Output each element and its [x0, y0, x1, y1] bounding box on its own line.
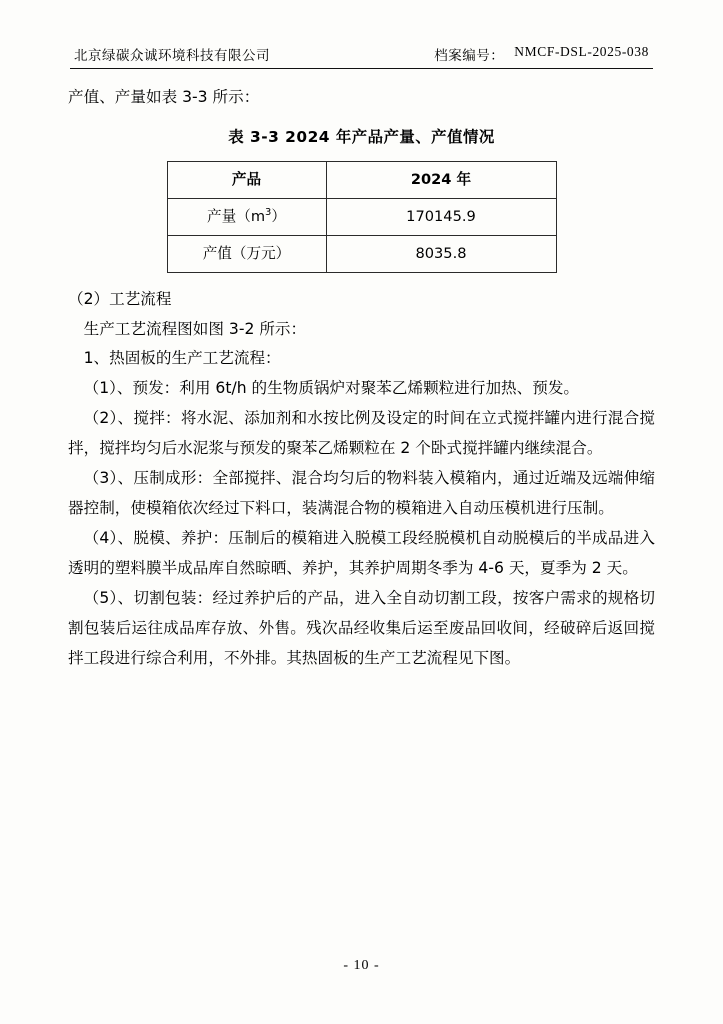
intro-paragraph: 产值、产量如表 3-3 所示： — [68, 88, 260, 106]
production-table — [167, 161, 557, 273]
header-code-value: NMCF-DSL-2025-038 — [514, 44, 649, 59]
page-header — [68, 44, 655, 68]
section-title: （2）工艺流程 — [68, 289, 172, 308]
paragraph-flowchart-ref: 生产工艺流程图如图 3-2 所示： — [83, 319, 307, 338]
paragraph-step-1: （1）、预发：利用 6t/h 的生物质锅炉对聚苯乙烯颗粒进行加热、预发。 — [83, 379, 580, 398]
header-divider — [70, 68, 653, 69]
paragraph-step-4: （4）、脱模、养护：压制后的模箱进入脱模工段经脱模机自动脱模后的半成品进入透明的塑料膜半成品库自然晾晒、养护，其养护周期冬季为 4-6 天，夏季为 2 天。 — [68, 529, 655, 577]
table-header-row — [167, 161, 556, 198]
paragraph-process-list-title: 1、热固板的生产工艺流程： — [83, 349, 281, 368]
table-header-product: 产品 — [167, 161, 326, 198]
table-cell-label: 产量$(m^3)$ — [167, 198, 326, 235]
table-caption: 表 3-3 2024 年产品产量、产值情况 — [228, 127, 495, 146]
table-row — [167, 198, 556, 235]
paragraph-step-5: （5）、切割包装：经过养护后的产品，进入全自动切割工段，按客户需求的规格切割包装后运往成品库存放、外售。残次品经收集后运至废品回收间，经破碎后返回搅拌工段进行综合利用，不外排。其热固板的生产工艺流程见下图。 — [68, 588, 655, 667]
table-cell-label: 产值（万元） — [167, 235, 326, 272]
paragraph-step-2: （2）、搅拌：将水泥、添加剂和水按比例及设定的时间在立式搅拌罐内进行混合搅拌，搅拌均匀后水泥浆与预发的聚苯乙烯颗粒在 2 个卧式搅拌罐内继续混合。 — [68, 409, 655, 458]
header-code-label: 档案编号： — [434, 48, 505, 64]
paragraph-step-3: （3）、压制成形：全部搅拌、混合均匀后的物料装入模箱内，通过近端及远端伸缩器控制，使模箱依次经过下料口，装满混合物的模箱进入自动压模机进行压制。 — [68, 469, 655, 518]
table-cell-value: 170145.9 — [326, 198, 556, 235]
table-header-year: 2024 年 — [326, 161, 556, 198]
table-cell-value: 8035.8 — [326, 235, 556, 272]
header-company-name: 北京绿碳众诚环境科技有限公司 — [74, 48, 270, 64]
page-number: - 10 - — [343, 958, 380, 973]
document-body — [68, 83, 655, 674]
header-archive-code — [434, 44, 649, 64]
table-row — [167, 235, 556, 272]
